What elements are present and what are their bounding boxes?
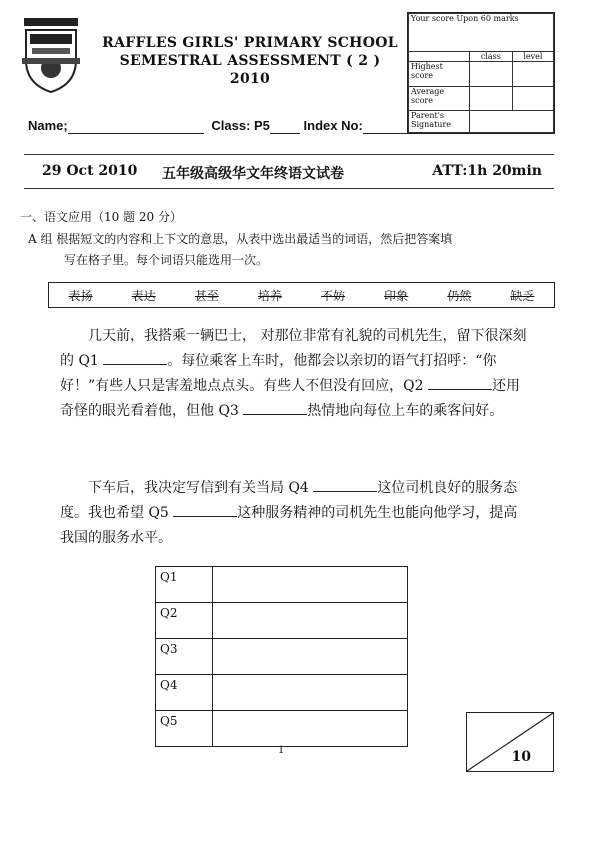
index-field[interactable] — [363, 118, 409, 134]
word-bank-item: 缺乏 — [510, 288, 535, 303]
assessment-title: SEMESTRAL ASSESSMENT ( 2 ) — [119, 53, 381, 69]
question-label: Q4 — [156, 675, 213, 711]
answer-row — [156, 639, 408, 675]
answer-cell[interactable] — [213, 567, 408, 603]
instruction-line-1: A 组 根据短文的内容和上下文的意思，从表中选出最适当的词语，然后把答案填 — [28, 232, 453, 246]
marks-diagonal — [467, 713, 553, 771]
total-marks: 10 — [511, 749, 531, 765]
name-label: Name; — [28, 118, 68, 133]
question-label: Q5 — [156, 711, 213, 747]
student-info-line — [28, 118, 409, 134]
q5-blank[interactable] — [173, 502, 237, 517]
class-field[interactable] — [270, 118, 300, 134]
average-level-cell — [512, 86, 553, 110]
word-bank-item: 表扬 — [68, 288, 93, 303]
answer-row — [156, 603, 408, 639]
school-name: RAFFLES GIRLS' PRIMARY SCHOOL — [102, 35, 398, 51]
exam-title: 五年级高级华文年终语文试卷 — [162, 166, 344, 182]
page-number: 1 — [278, 745, 285, 756]
q1-blank[interactable] — [103, 350, 167, 365]
q2-blank[interactable] — [428, 375, 492, 390]
answer-row — [156, 675, 408, 711]
passage-paragraph-2: 下车后，我决定写信到有关当局 Q4 这位司机良好的服务态度。我也希望 Q5 这种服务精神的司机先生也能向他学习，提高我国的服务水平。 — [60, 476, 530, 551]
word-bank-item: 甚至 — [194, 288, 219, 303]
average-class-cell — [470, 86, 513, 110]
class-label: Class: P5 — [211, 118, 270, 133]
marks-box — [466, 712, 554, 772]
question-label: Q2 — [156, 603, 213, 639]
average-score-label: Average score — [409, 86, 470, 110]
word-bank-item: 印象 — [384, 288, 409, 303]
highest-score-label: Highest score — [409, 62, 470, 86]
exam-date: 29 Oct 2010 — [42, 163, 138, 179]
answer-cell[interactable] — [213, 603, 408, 639]
instruction-line-2: 写在格子里。每个词语只能选用一次。 — [64, 253, 269, 267]
parent-signature-label: Parent's Signature — [409, 110, 470, 132]
highest-class-cell — [470, 62, 513, 86]
divider-bottom — [24, 188, 554, 189]
school-heading — [100, 34, 400, 88]
exam-duration: ATT:1h 20min — [432, 163, 542, 179]
highest-level-cell — [512, 62, 553, 86]
answer-cell[interactable] — [213, 675, 408, 711]
answer-cell[interactable] — [213, 711, 408, 747]
word-bank-item: 表达 — [131, 288, 156, 303]
assessment-year: 2010 — [229, 71, 271, 87]
class-col-header: class — [470, 52, 513, 62]
passage-paragraph-1: 几天前，我搭乘一辆巴士， 对那位非常有礼貌的司机先生，留下很深刻的 Q1 。每位乘客上车时，他都会以亲切的语气打招呼：“你好！”有些人只是害羞地点点头。有些人不但没有回应，Q2 还用奇怪的眼光看着他，但他 Q3 热情地向每位上车的乘客问好。 — [60, 328, 527, 419]
q4-blank[interactable] — [313, 477, 377, 492]
level-col-header: level — [512, 52, 553, 62]
school-crest-logo — [20, 14, 82, 96]
score-box — [407, 12, 555, 134]
question-label: Q1 — [156, 567, 213, 603]
parent-signature-cell — [470, 110, 554, 132]
name-field[interactable] — [68, 118, 204, 134]
question-label: Q3 — [156, 639, 213, 675]
your-score-cell: Your score Upon 60 marks — [409, 14, 554, 52]
q3-blank[interactable] — [243, 400, 307, 415]
word-bank — [48, 282, 555, 308]
answer-table — [155, 566, 408, 747]
answer-row — [156, 711, 408, 747]
index-label: Index No: — [303, 118, 363, 133]
word-bank-item: 培养 — [257, 288, 282, 303]
word-bank-item: 仍然 — [447, 288, 472, 303]
instructions — [28, 229, 558, 271]
answer-row — [156, 567, 408, 603]
answer-cell[interactable] — [213, 639, 408, 675]
word-bank-item: 不妨 — [321, 288, 346, 303]
section-heading: 一、语文应用（10 题 20 分） — [20, 210, 182, 224]
exam-info-line — [42, 163, 542, 182]
divider-top — [24, 154, 554, 155]
